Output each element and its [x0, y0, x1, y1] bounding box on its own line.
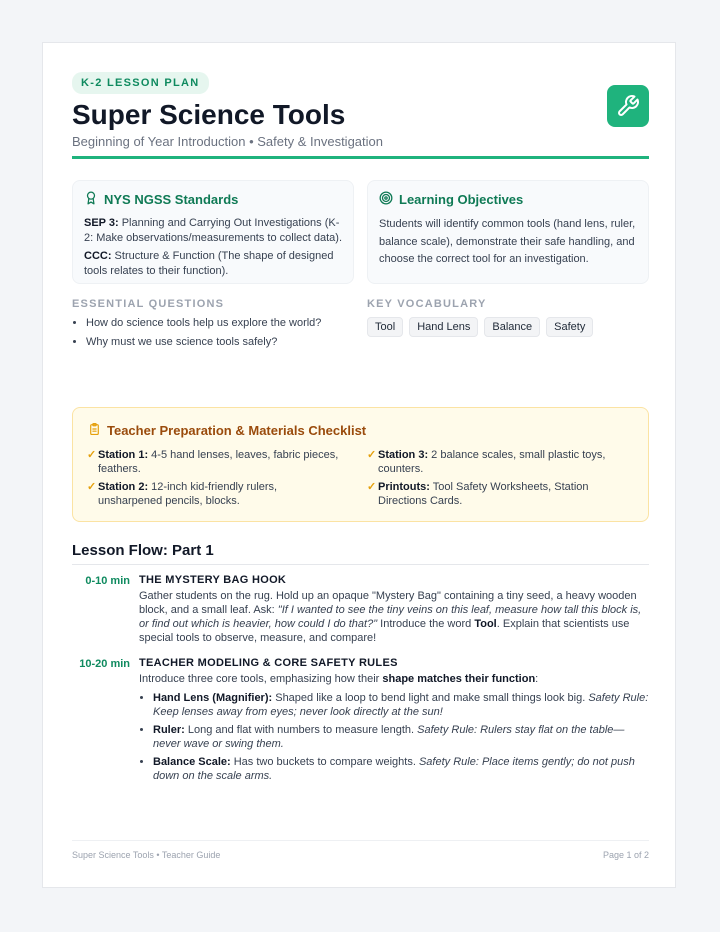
vocab-chip: Safety [546, 317, 593, 337]
segment-heading: TEACHER MODELING & CORE SAFETY RULES [139, 657, 398, 669]
checkmark-icon: ✓ [367, 449, 377, 461]
vocab-chip: Tool [367, 317, 403, 337]
vocabulary-label: KEY VOCABULARY [367, 298, 487, 310]
vocab-chip: Balance [484, 317, 540, 337]
segment-time: 10-20 min [79, 658, 130, 670]
segment-quote: "If I wanted to see the tiny veins on this leaf, measure how tall this block is, or find out which is heavier, how could I do that?" [139, 604, 642, 630]
footer-title: Super Science Tools • Teacher Guide [72, 850, 221, 860]
segment-text-part: Gather students on the rug. Hold up an opaque "Mystery Bag" containing a tiny seed, a heavy wooden block, and a small leaf. Ask: [139, 590, 637, 616]
checklist-item-text: Tool Safety Worksheets, Station Directions Cards. [378, 481, 589, 507]
checkmark-icon: ✓ [87, 449, 97, 461]
objectives-card [367, 180, 649, 284]
standards-title: NYS NGSS Standards [104, 192, 239, 207]
grade-badge: K-2 LESSON PLAN [72, 72, 209, 94]
checklist-item [367, 448, 623, 476]
lesson-plan-page [42, 42, 676, 888]
tool-description: Shaped like a loop to bend light and make small things look big. [272, 692, 589, 704]
checklist-heading [88, 422, 366, 439]
safety-rule: Safety Rule: Keep lenses away from eyes; never look directly at the sun! [153, 692, 649, 718]
essential-questions-list [72, 316, 354, 349]
tool-description: Has two buckets to compare weights. [230, 756, 419, 768]
segment-text [139, 589, 649, 645]
segment-text-part: Introduce three core tools, emphasizing how their [139, 673, 383, 685]
tool-name: Balance Scale: [153, 756, 231, 768]
page-title: Super Science Tools [72, 99, 346, 130]
segment-heading: THE MYSTERY BAG HOOK [139, 574, 287, 586]
clipboard-icon [88, 422, 101, 439]
award-icon [84, 191, 98, 208]
materials-checklist [72, 407, 649, 522]
segment-time: 0-10 min [85, 575, 130, 587]
page-content [72, 72, 649, 860]
tool-description: Long and flat with numbers to measure length. [184, 724, 418, 736]
list-item: • How do science tools help us explore the world? [86, 316, 354, 330]
checklist-item-label: Station 1: [98, 449, 149, 461]
standards-card [72, 180, 354, 284]
tools-list [139, 691, 649, 783]
sep-label: SEP 3: [84, 217, 119, 229]
key-vocabulary [367, 298, 649, 337]
header-divider [72, 156, 649, 159]
page-number: Page 1 of 2 [602, 850, 649, 860]
safety-rule: Safety Rule: Place items gently; do not push down on the scale arms. [153, 756, 635, 782]
safety-rule: Safety Rule: Rulers stay flat on the table—never wave or swing them. [153, 724, 625, 750]
checkmark-icon: ✓ [87, 481, 97, 493]
checklist-item [87, 448, 343, 476]
checkmark-icon: ✓ [367, 481, 377, 493]
vocab-chip: Hand Lens [409, 317, 478, 337]
lesson-flow-title: Lesson Flow: Part 1 [72, 542, 214, 559]
segment-text-part: . Explain that scientists use special tools to observe, measure, and compare! [139, 618, 630, 644]
essential-questions [72, 298, 354, 354]
segment-keyword: Tool [474, 618, 497, 630]
wrench-icon [607, 85, 649, 127]
footer-divider [72, 840, 649, 841]
tool-name: Ruler: [153, 724, 185, 736]
checklist-item-text: 12-inch kid-friendly rulers, unsharpened pencils, blocks. [98, 481, 278, 507]
objectives-text: Students will identify common tools (hand lens, ruler, balance scale), demonstrate their safe handling, and choose the correct tool for an investigation. [379, 218, 636, 265]
ccc-label: CCC: [84, 250, 112, 262]
checklist-item-text: 2 balance scales, small plastic toys, counters. [378, 449, 606, 475]
segment-keyword: shape matches their function [382, 673, 536, 685]
essential-questions-label: ESSENTIAL QUESTIONS [72, 298, 225, 310]
checklist-title: Teacher Preparation & Materials Checklist [107, 423, 367, 438]
segment-text [139, 672, 649, 686]
list-item: • Why must we use science tools safely? [86, 335, 354, 349]
ccc-text: Structure & Function (The shape of designed tools relates to their function). [84, 250, 334, 277]
objectives-heading [379, 191, 637, 208]
ccc-standard [84, 249, 342, 279]
list-item [153, 755, 649, 783]
checklist-item-text: 4-5 hand lenses, leaves, fabric pieces, feathers. [98, 449, 339, 475]
segment-text-part: : [535, 673, 539, 685]
checklist-item-label: Station 2: [98, 481, 149, 493]
tool-name: Hand Lens (Magnifier): [153, 692, 273, 704]
checklist-item-label: Printouts: [378, 481, 430, 493]
sep-standard [84, 216, 342, 246]
lesson-flow-divider [72, 564, 649, 565]
checklist-item-label: Station 3: [378, 449, 429, 461]
objectives-title: Learning Objectives [399, 192, 524, 207]
lesson-segment [139, 573, 649, 645]
sep-text: Planning and Carrying Out Investigations (K-2: Make observations/measurements to collect data). [84, 217, 343, 244]
checklist-item [367, 480, 638, 508]
segment-text-part: Introduce the word [377, 618, 475, 630]
checklist-item [87, 480, 343, 508]
list-item [153, 691, 649, 719]
standards-heading [84, 191, 342, 208]
vocabulary-chips [367, 317, 649, 337]
page-subtitle: Beginning of Year Introduction • Safety & Investigation [72, 134, 383, 149]
target-icon [379, 191, 393, 208]
list-item [153, 723, 649, 751]
lesson-segment [139, 656, 649, 787]
